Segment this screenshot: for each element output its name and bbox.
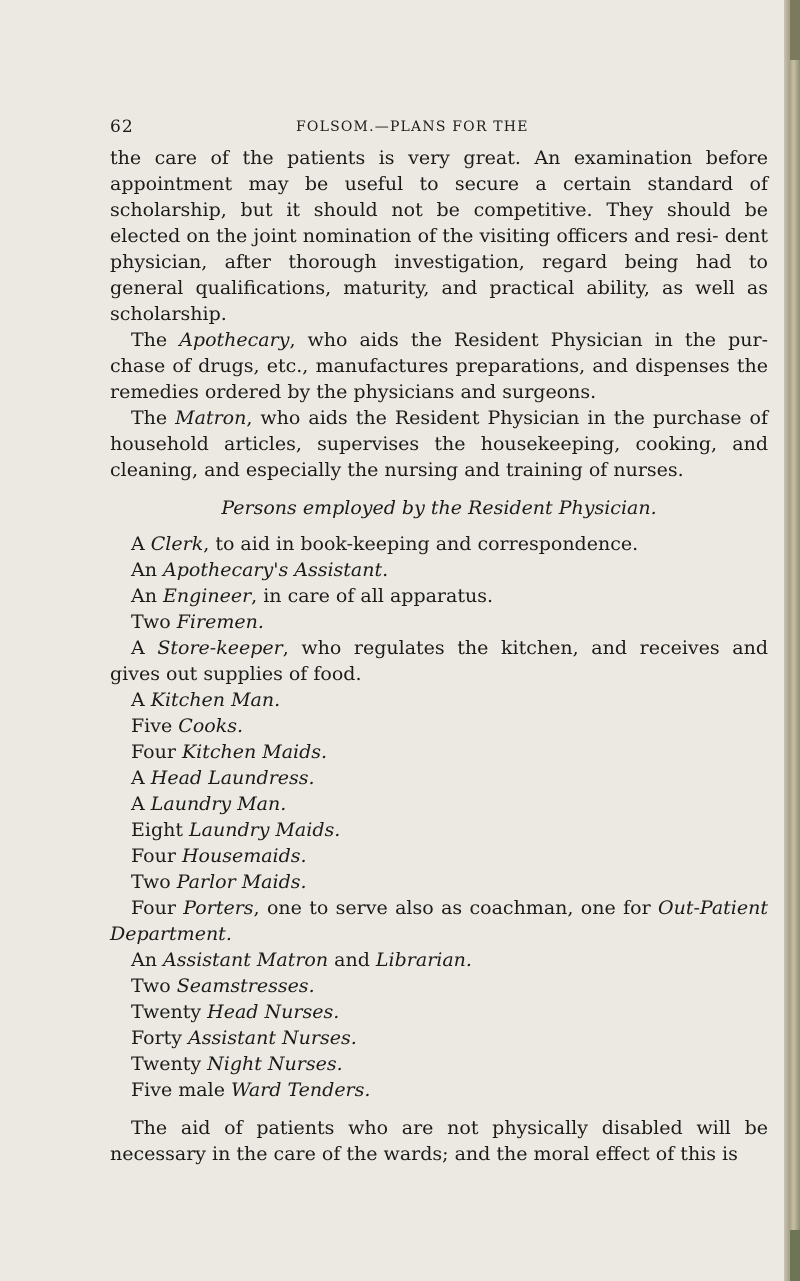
text: Five male bbox=[131, 1079, 231, 1101]
term-matron: Matron bbox=[175, 407, 247, 429]
list-item bbox=[110, 947, 768, 973]
term: Head Nurses. bbox=[207, 1001, 340, 1023]
text: , to aid in book-keeping and correspondence. bbox=[203, 533, 639, 555]
list-item bbox=[110, 583, 768, 609]
list-item bbox=[110, 895, 768, 947]
running-head bbox=[110, 117, 770, 139]
text: Eight bbox=[131, 819, 190, 841]
list-item bbox=[110, 557, 768, 583]
text: Four bbox=[131, 897, 184, 919]
text: An bbox=[131, 559, 163, 581]
paragraph-1: the care of the patients is very great. An examination before appointment may be useful to secure a certain standard of scholarship, but it should not be competitive. They should be elected on the joint nomination of the visiting officers and resi- dent physician, after thorough investigation, regard being had to general qualifications, maturity, and practical ability, as well as scholarship. bbox=[110, 147, 768, 325]
list-item bbox=[110, 609, 768, 635]
list-item bbox=[110, 791, 768, 817]
list-item bbox=[110, 1077, 768, 1103]
term: Parlor Maids. bbox=[176, 871, 307, 893]
list-item bbox=[110, 765, 768, 791]
term-apothecary: Apothecary bbox=[179, 329, 290, 351]
section-heading: Persons employed by the Resident Physician. bbox=[221, 497, 657, 519]
edge-mark bbox=[790, 1230, 800, 1281]
text: and bbox=[328, 949, 376, 971]
text: Two bbox=[131, 611, 177, 633]
term: Night Nurses. bbox=[207, 1053, 343, 1075]
text: , who aids the Resident Physician in the pur- chase of drugs, etc., manufactures preparations, and dispenses the remedies ordered by the physicians and surgeons. bbox=[110, 329, 768, 403]
term: Firemen. bbox=[176, 611, 264, 633]
body-text bbox=[110, 145, 768, 1167]
list-item bbox=[110, 713, 768, 739]
term: Laundry Maids. bbox=[189, 819, 341, 841]
list-item bbox=[110, 999, 768, 1025]
staff-list bbox=[110, 531, 768, 1103]
term: Store-keeper bbox=[157, 637, 283, 659]
term: Laundry Man. bbox=[150, 793, 287, 815]
term: Cooks. bbox=[178, 715, 243, 737]
text: , in care of all apparatus. bbox=[251, 585, 494, 607]
list-item bbox=[110, 687, 768, 713]
text: The bbox=[131, 407, 176, 429]
list-item bbox=[110, 843, 768, 869]
edge-mark bbox=[790, 0, 800, 60]
text: , one to serve also as coachman, one for bbox=[253, 897, 659, 919]
text: An bbox=[131, 949, 163, 971]
text: A bbox=[131, 793, 151, 815]
text: A bbox=[131, 533, 151, 555]
text: A bbox=[131, 637, 158, 659]
text: , who regulates the kitchen, and receives and gives out supplies of food. bbox=[110, 637, 769, 685]
text: Forty bbox=[131, 1027, 189, 1049]
term: Librarian. bbox=[375, 949, 472, 971]
text: Two bbox=[131, 975, 177, 997]
page-number: 62 bbox=[110, 117, 134, 137]
term: Assistant Nurses. bbox=[188, 1027, 357, 1049]
term: Apothecary's Assistant. bbox=[163, 559, 389, 581]
text: Two bbox=[131, 871, 177, 893]
paragraph-apothecary bbox=[110, 327, 768, 405]
list-item bbox=[110, 973, 768, 999]
list-item bbox=[110, 1051, 768, 1077]
text: Twenty bbox=[131, 1001, 208, 1023]
text: The bbox=[131, 329, 180, 351]
text: Five bbox=[131, 715, 179, 737]
term: Housemaids. bbox=[181, 845, 307, 867]
list-item bbox=[110, 817, 768, 843]
running-title: FOLSOM.—PLANS FOR THE bbox=[296, 119, 529, 135]
text: Four bbox=[131, 845, 182, 867]
text: An bbox=[131, 585, 163, 607]
term: Assistant Matron bbox=[163, 949, 329, 971]
list-item bbox=[110, 739, 768, 765]
list-item bbox=[110, 869, 768, 895]
term: Porters bbox=[183, 897, 254, 919]
term: Out-Patient Department. bbox=[110, 897, 768, 945]
term: Clerk bbox=[150, 533, 204, 555]
paragraph-matron bbox=[110, 405, 768, 483]
term: Engineer bbox=[163, 585, 252, 607]
term: Ward Tenders. bbox=[230, 1079, 371, 1101]
term: Kitchen Maids. bbox=[181, 741, 328, 763]
list-item bbox=[110, 1025, 768, 1051]
term: Seamstresses. bbox=[176, 975, 315, 997]
text: Four bbox=[131, 741, 182, 763]
term: Head Laundress. bbox=[150, 767, 315, 789]
closing-paragraph: The aid of patients who are not physically disabled will be necessary in the care of the wards; and the moral effect of this is bbox=[110, 1117, 768, 1165]
text: , who aids the Resident Physician in the purchase of household articles, supervises the housekeeping, cooking, and cleaning, and especially the nursing and training of nurses. bbox=[110, 407, 768, 481]
page-edge-shadow bbox=[784, 0, 800, 1281]
text: A bbox=[131, 689, 151, 711]
list-item bbox=[110, 531, 768, 557]
text: Twenty bbox=[131, 1053, 208, 1075]
list-item bbox=[110, 635, 768, 687]
text: A bbox=[131, 767, 151, 789]
term: Kitchen Man. bbox=[150, 689, 281, 711]
